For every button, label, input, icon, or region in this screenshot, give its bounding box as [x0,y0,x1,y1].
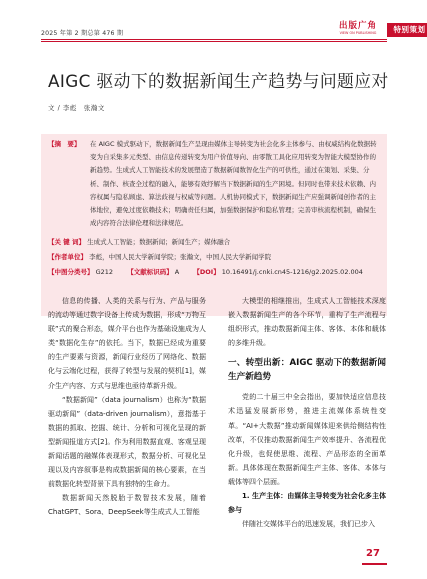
header-rule-thin [41,41,387,42]
paragraph: 大模型的相继推出，生成式人工智能技术深度嵌入数据新闻生产的各个环节，重构了生产流程与组织形式，推动数据新闻主体、客体、本体和载体的多维升级。 [228,297,386,348]
journal-name: 出版广角 [338,21,377,31]
page-number-bar [362,563,387,565]
section-tag: 特别策划 [387,23,427,37]
abstract-text: 在 AIGC 模式驱动下，数据新闻生产呈现由媒体主导转变为社会化多主体参与、由权威结构化数据转变为自采集多元类型、由信息传递转变为用户价值导向、由零散工具化应用转变为智能大模型协作的新趋势。生成式人工智能技术的发展塑造了数据新闻数智化生产的可供性，通过在策划、采集、分析、制作、核查全过程的融入，能够有效纾解当下数据新闻的生产困境。但同时也带来技术依赖、内容权属与隐私顾虑、算法歧视与权威等问题。人机协同模式下，数据新闻生产应强调新闻创作者的主体地位，避免过度依赖技术；明确责任归属，加强数据保护和隐私管理；完善审核流程机制，确保生成内容符合法律伦理和法律规范。 [90,140,377,228]
journal-logo [334,22,382,36]
section-heading: 一、转型出新：AIGC 驱动下的数据新闻生产新趋势 [228,358,386,383]
keywords-label: 【关 键 词】 [48,238,86,246]
article-title: AIGC 驱动下的数据新闻生产趋势与问题应对 [48,71,389,91]
author-units [48,251,382,264]
paragraph: 伴随社交媒体平台的迅速发展，我们已步入 [242,520,375,529]
paragraph: “数据新闻”（data journalism）也称为“数据驱动新闻”（data-driven journalism），意指基于数据的抓取、挖掘、统计、分析和可视化呈现的新型新闻报道方式[2]。作为利用数据直观、客观呈现新闻话题的融媒体表现形式，数据分析、可视化呈现以及内容叙事是构成数据新闻的核心要素，在当前数据化转型背景下具有独特的生命力。 [48,395,206,489]
paragraph: 党的二十届三中全会指出，要加快适应信息技术迅猛发展新形势，推进主流媒体系统性变革。“AI+大数据”推动新闻媒体迎来供给侧结构性改革，不仅推动数据新闻生产效率提升、各流程优化升级，也促使思维、流程、产品形态的全面革新。具体体现在数据新闻生产主体、客体、本体与载体等四个层面。 [228,393,386,486]
abstract-label: 【摘 要】 [48,140,81,148]
paragraph: 信息的传播、人类的关系与行为、产品与服务的流动等通过数字设备上传成为数据，形成“万物互联”式的聚合形态，媒介平台也作为基础设施成为人类“数据化生存”的依托。当下，数据已经成为重要的生产要素与资源，新闻行业经历了网络化、数据化与云端化过程，获得了转型与发展的契机[1]，媒介生产内容、方式与思维也亟待革新升级。 [48,297,206,390]
abstract [48,138,382,228]
doi-label: 【DOI】 [193,268,220,276]
paragraph: 数据新闻天然脱胎于数智技术发展，随着 ChatGPT、Sora、DeepSeek等生成式人工智能 [48,494,206,517]
issue-info: 2025 年第 2 期总第 476 期 [41,30,124,37]
author-units-label: 【作者单位】 [48,253,87,261]
keywords-text: 生成式人工智能；数据新闻；新闻生产；媒体融合 [87,238,231,246]
author-units-text: 李彪，中国人民大学新闻学院；张瀚文，中国人民大学新闻学院 [89,253,272,261]
doc-code-label: 【文献标识码】 [127,268,173,276]
page-number: 27 [366,548,380,559]
identifiers [48,266,382,279]
journal-name-en: VIEW ON PUBLISHING [339,31,377,35]
keywords [48,236,382,249]
body-right-column [228,294,386,531]
clc-label: 【中图分类号】 [48,268,94,276]
article-authors: 文 / 李彪 张瀚文 [48,104,105,112]
header-rule [41,39,387,40]
doc-code-value: A [174,268,180,276]
subsection-heading: 1. 生产主体：由媒体主导转变为社会化多主体参与 [228,492,386,515]
doi-value: 10.16491/j.cnki.cn45-1216/g2.2025.02.004 [221,268,363,276]
clc-value: G212 [95,268,114,276]
body-left-column [48,294,206,520]
